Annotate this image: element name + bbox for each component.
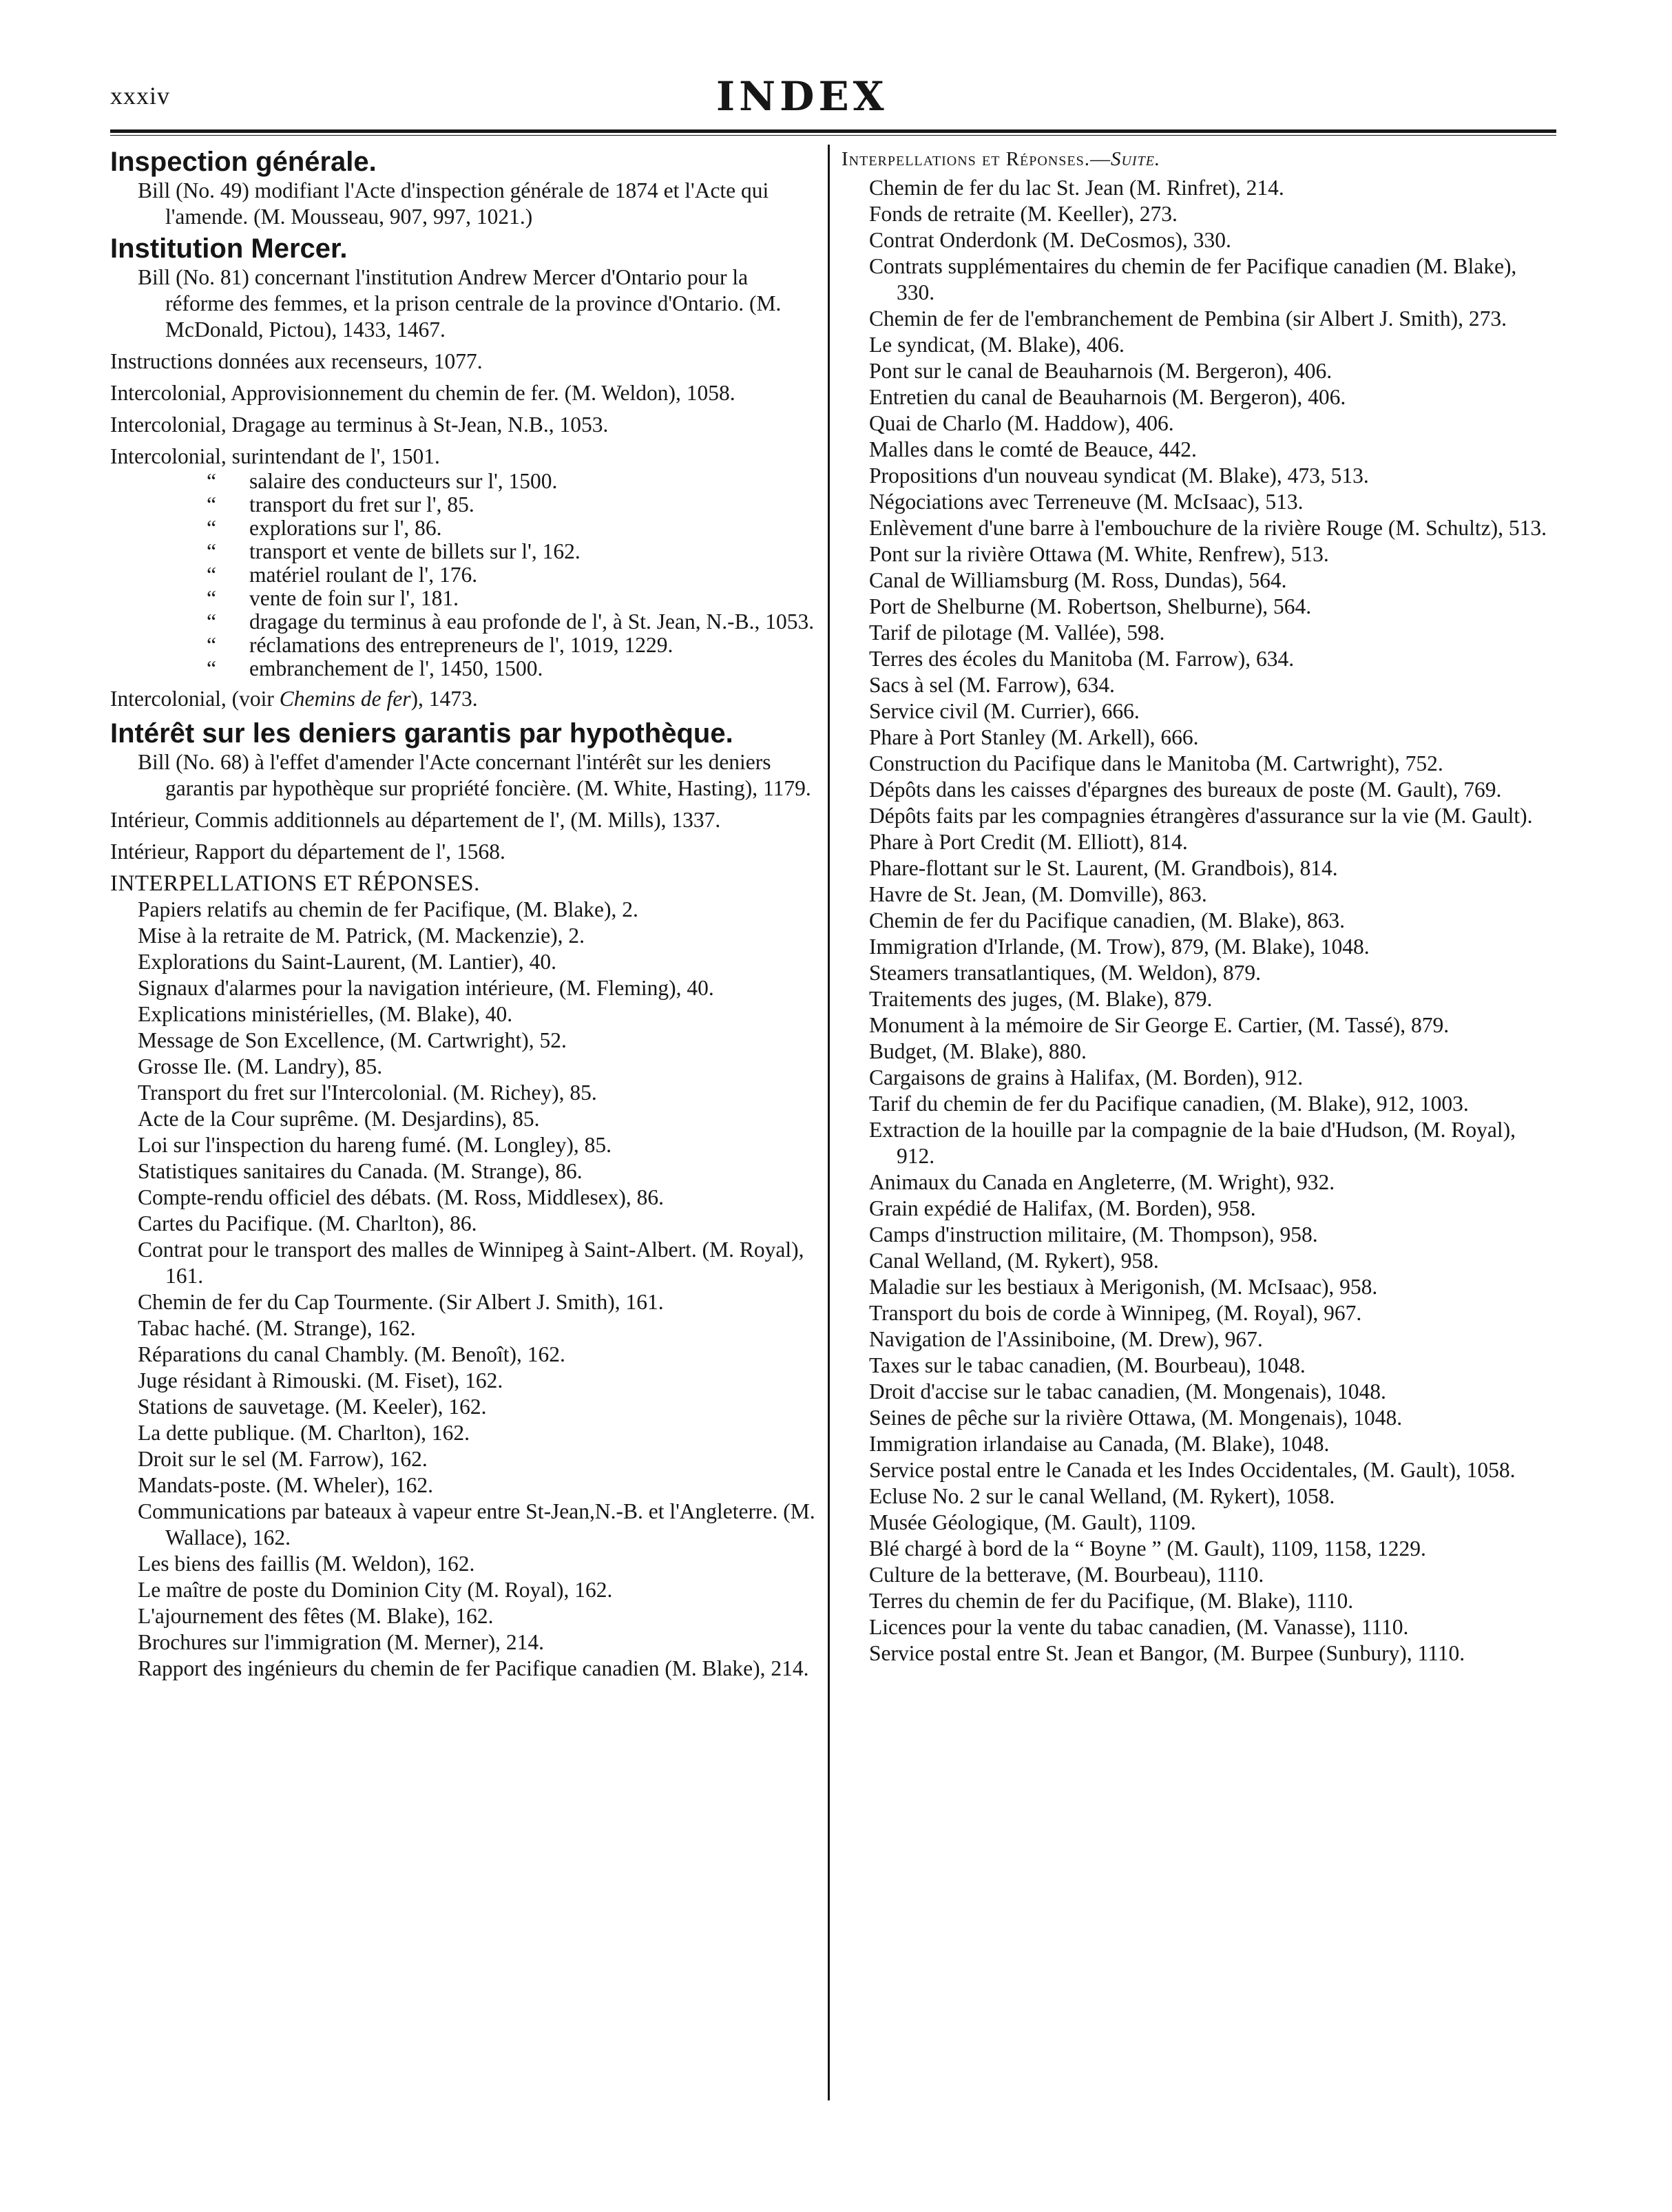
interpellation-item: Mandats-poste. (M. Wheler), 162. bbox=[138, 1473, 433, 1497]
entry-heading-inspection: Inspection générale. bbox=[110, 147, 377, 177]
ditto-entry bbox=[110, 587, 819, 610]
interpellation-item: Négociations avec Terreneuve (M. McIsaac), 513. bbox=[869, 490, 1304, 514]
voir-suffix: ), 1473. bbox=[410, 687, 478, 711]
ditto-mark: “ bbox=[207, 656, 216, 680]
voir-prefix: Intercolonial, (voir bbox=[110, 687, 280, 711]
ditto-text: salaire des conducteurs sur l', 1500. bbox=[249, 469, 558, 493]
column-divider bbox=[828, 145, 830, 2100]
interpellation-item: Propositions d'un nouveau syndicat (M. Blake), 473, 513. bbox=[869, 463, 1369, 488]
right-column bbox=[842, 146, 1555, 1667]
interpellation-item: Brochures sur l'immigration (M. Merner), 214. bbox=[138, 1630, 545, 1654]
index-entry: Intercolonial, Approvisionnement du chemin de fer. (M. Weldon), 1058. bbox=[110, 381, 735, 405]
interpellation-item: Le syndicat, (M. Blake), 406. bbox=[869, 333, 1125, 357]
interpellation-item: Entretien du canal de Beauharnois (M. Bergeron), 406. bbox=[869, 385, 1346, 409]
ditto-text: vente de foin sur l', 181. bbox=[249, 586, 459, 610]
left-column bbox=[110, 146, 819, 1682]
interpellation-item: Droit sur le sel (M. Farrow), 162. bbox=[138, 1447, 428, 1471]
interpellations-list-right bbox=[842, 175, 1555, 1667]
interpellation-item: Phare à Port Stanley (M. Arkell), 666. bbox=[869, 725, 1199, 749]
interpellation-item: Grosse Ile. (M. Landry), 85. bbox=[138, 1054, 383, 1078]
interpellations-heading: INTERPELLATIONS ET RÉPONSES. bbox=[110, 871, 480, 896]
interpellation-item: Les biens des faillis (M. Weldon), 162. bbox=[138, 1552, 475, 1576]
interpellation-item: Musée Géologique, (M. Gault), 1109. bbox=[869, 1510, 1196, 1534]
interieur-entries bbox=[110, 807, 819, 865]
interpellation-item: Le maître de poste du Dominion City (M. Royal), 162. bbox=[138, 1578, 613, 1602]
interpellation-item: Chemin de fer du Cap Tourmente. (Sir Albert J. Smith), 161. bbox=[138, 1290, 664, 1314]
interpellation-item: Pont sur la rivière Ottawa (M. White, Renfrew), 513. bbox=[869, 542, 1329, 566]
interpellation-item: Message de Son Excellence, (M. Cartwright), 52. bbox=[138, 1028, 567, 1052]
ditto-entry bbox=[110, 657, 819, 680]
ditto-entry bbox=[110, 470, 819, 493]
interpellation-item: Enlèvement d'une barre à l'embouchure de la rivière Rouge (M. Schultz), 513. bbox=[869, 516, 1547, 540]
ditto-entry bbox=[110, 563, 819, 587]
interpellation-item: Statistiques sanitaires du Canada. (M. Strange), 86. bbox=[138, 1159, 583, 1183]
entry-text-interet: Bill (No. 68) à l'effet d'amender l'Acte concernant l'intérêt sur les deniers garantis par hypothèque sur propriété foncière. (M. White, Hasting), 1179. bbox=[138, 750, 811, 800]
interpellation-item: Tarif de pilotage (M. Vallée), 598. bbox=[869, 620, 1165, 645]
interpellation-item: Transport du fret sur l'Intercolonial. (M. Richey), 85. bbox=[138, 1081, 597, 1105]
interpellation-item: Seines de pêche sur la rivière Ottawa, (M. Mongenais), 1048. bbox=[869, 1406, 1403, 1430]
interpellation-item: Signaux d'alarmes pour la navigation intérieure, (M. Fleming), 40. bbox=[138, 976, 714, 1000]
interpellation-item: Grain expédié de Halifax, (M. Borden), 958. bbox=[869, 1196, 1256, 1220]
interpellation-item: Chemin de fer du Pacifique canadien, (M. Blake), 863. bbox=[869, 908, 1346, 932]
index-entry: Intérieur, Rapport du département de l', 1568. bbox=[110, 839, 505, 864]
index-entry: Intérieur, Commis additionnels au département de l', (M. Mills), 1337. bbox=[110, 808, 721, 832]
interpellation-item: Cargaisons de grains à Halifax, (M. Borden), 912. bbox=[869, 1065, 1304, 1089]
ditto-mark: “ bbox=[207, 492, 216, 517]
ditto-entry bbox=[110, 540, 819, 563]
interpellation-item: Fonds de retraite (M. Keeller), 273. bbox=[869, 202, 1178, 226]
intercolonial-entries bbox=[110, 348, 819, 470]
entry-heading-mercer: Institution Mercer. bbox=[110, 233, 348, 264]
index-entry: Intercolonial, surintendant de l', 1501. bbox=[110, 444, 440, 468]
continued-header-label: Interpellations et Réponses.— bbox=[842, 148, 1111, 170]
interpellation-item: Service postal entre St. Jean et Bangor, (M. Burpee (Sunbury), 1110. bbox=[869, 1641, 1465, 1665]
interpellation-item: Explications ministérielles, (M. Blake), 40. bbox=[138, 1002, 513, 1026]
ditto-entry bbox=[110, 610, 819, 634]
interpellation-item: Rapport des ingénieurs du chemin de fer Pacifique canadien (M. Blake), 214. bbox=[138, 1656, 809, 1680]
page-number: xxxiv bbox=[110, 82, 171, 109]
interpellation-item: Port de Shelburne (M. Robertson, Shelburne), 564. bbox=[869, 594, 1312, 618]
interpellation-item: Havre de St. Jean, (M. Domville), 863. bbox=[869, 882, 1207, 906]
entry-text-inspection: Bill (No. 49) modifiant l'Acte d'inspection générale de 1874 et l'Acte qui l'amende. (M. Mousseau, 907, 997, 1021.) bbox=[138, 178, 769, 229]
interpellation-item: Chemin de fer de l'embranchement de Pembina (sir Albert J. Smith), 273. bbox=[869, 306, 1507, 331]
interpellations-list-left bbox=[110, 897, 819, 1682]
index-entry: Intercolonial, Dragage au terminus à St-Jean, N.B., 1053. bbox=[110, 413, 609, 437]
interpellation-item: Steamers transatlantiques, (M. Weldon), 879. bbox=[869, 961, 1262, 985]
ditto-text: explorations sur l', 86. bbox=[249, 516, 442, 540]
continued-suffix: Suite. bbox=[1110, 148, 1161, 170]
interpellation-item: Canal Welland, (M. Rykert), 958. bbox=[869, 1249, 1159, 1273]
interpellation-item: Chemin de fer du lac St. Jean (M. Rinfret), 214. bbox=[869, 176, 1284, 200]
ditto-mark: “ bbox=[207, 586, 216, 610]
interpellation-item: Droit d'accise sur le tabac canadien, (M. Mongenais), 1048. bbox=[869, 1379, 1386, 1404]
ditto-entry bbox=[110, 493, 819, 517]
interpellation-item: Contrat Onderdonk (M. DeCosmos), 330. bbox=[869, 228, 1231, 252]
interpellation-item: Ecluse No. 2 sur le canal Welland, (M. Rykert), 1058. bbox=[869, 1484, 1335, 1508]
page-title: INDEX bbox=[716, 73, 888, 120]
interpellation-item: Transport du bois de corde à Winnipeg, (M. Royal), 967. bbox=[869, 1301, 1362, 1325]
interpellation-item: Stations de sauvetage. (M. Keeler), 162. bbox=[138, 1395, 487, 1419]
interpellation-item: Immigration irlandaise au Canada, (M. Blake), 1048. bbox=[869, 1432, 1330, 1456]
entry-heading-interet: Intérêt sur les deniers garantis par hypothèque. bbox=[110, 718, 733, 749]
interpellation-item: Tarif du chemin de fer du Pacifique canadien, (M. Blake), 912, 1003. bbox=[869, 1092, 1469, 1116]
interpellation-item: Terres du chemin de fer du Pacifique, (M. Blake), 1110. bbox=[869, 1589, 1354, 1613]
interpellation-item: La dette publique. (M. Charlton), 162. bbox=[138, 1421, 470, 1445]
header-rule bbox=[110, 129, 1556, 133]
ditto-entry bbox=[110, 634, 819, 657]
entry-text-mercer: Bill (No. 81) concernant l'institution Andrew Mercer d'Ontario pour la réforme des femmes, et la prison centrale de la province d'Ontario. (M. McDonald, Pictou), 1433, 1467. bbox=[138, 265, 782, 342]
interpellation-item: Acte de la Cour suprême. (M. Desjardins), 85. bbox=[138, 1107, 540, 1131]
interpellation-item: Service postal entre le Canada et les Indes Occidentales, (M. Gault), 1058. bbox=[869, 1458, 1516, 1482]
interpellation-item: Phare-flottant sur le St. Laurent, (M. Grandbois), 814. bbox=[869, 856, 1338, 880]
interpellation-item: Contrats supplémentaires du chemin de fer Pacifique canadien (M. Blake), 330. bbox=[869, 254, 1517, 304]
interpellation-item: L'ajournement des fêtes (M. Blake), 162. bbox=[138, 1604, 494, 1628]
interpellation-item: Dépôts faits par les compagnies étrangères d'assurance sur la vie (M. Gault). bbox=[869, 804, 1533, 828]
interpellation-item: Immigration d'Irlande, (M. Trow), 879, (M. Blake), 1048. bbox=[869, 935, 1370, 959]
interpellation-item: Explorations du Saint-Laurent, (M. Lantier), 40. bbox=[138, 950, 556, 974]
interpellation-item: Compte-rendu officiel des débats. (M. Ross, Middlesex), 86. bbox=[138, 1185, 665, 1209]
interpellation-item: Mise à la retraite de M. Patrick, (M. Mackenzie), 2. bbox=[138, 924, 585, 948]
interpellation-item: Blé chargé à bord de la “ Boyne ” (M. Gault), 1109, 1158, 1229. bbox=[869, 1536, 1426, 1561]
interpellation-item: Sacs à sel (M. Farrow), 634. bbox=[869, 673, 1115, 697]
interpellation-item: Maladie sur les bestiaux à Merigonish, (M. McIsaac), 958. bbox=[869, 1275, 1378, 1299]
interpellation-item: Taxes sur le tabac canadien, (M. Bourbeau), 1048. bbox=[869, 1353, 1306, 1377]
interpellation-item: Service civil (M. Currier), 666. bbox=[869, 699, 1140, 723]
interpellation-item: Canal de Williamsburg (M. Ross, Dundas), 564. bbox=[869, 568, 1287, 592]
ditto-text: dragage du terminus à eau profonde de l', à St. Jean, N.-B., 1053. bbox=[249, 609, 815, 634]
interpellation-item: Culture de la betterave, (M. Bourbeau), 1110. bbox=[869, 1563, 1264, 1587]
interpellation-item: Cartes du Pacifique. (M. Charlton), 86. bbox=[138, 1211, 477, 1235]
ditto-mark: “ bbox=[207, 539, 216, 563]
interpellation-item: Construction du Pacifique dans le Manitoba (M. Cartwright), 752. bbox=[869, 751, 1443, 775]
interpellation-item: Licences pour la vente du tabac canadien, (M. Vanasse), 1110. bbox=[869, 1615, 1409, 1639]
interpellation-item: Contrat pour le transport des malles de Winnipeg à Saint-Albert. (M. Royal), 161. bbox=[138, 1238, 804, 1288]
interpellation-item: Papiers relatifs au chemin de fer Pacifique, (M. Blake), 2. bbox=[138, 897, 638, 921]
index-entry: Instructions données aux recenseurs, 1077. bbox=[110, 349, 483, 373]
ditto-mark: “ bbox=[207, 633, 216, 657]
interpellation-item: Communications par bateaux à vapeur entre St-Jean,N.-B. et l'Angleterre. (M. Wallace), 162. bbox=[138, 1499, 815, 1550]
ditto-text: réclamations des entrepreneurs de l', 1019, 1229. bbox=[249, 633, 673, 657]
interpellation-item: Malles dans le comté de Beauce, 442. bbox=[869, 437, 1197, 461]
interpellation-item: Terres des écoles du Manitoba (M. Farrow), 634. bbox=[869, 647, 1295, 671]
interpellation-item: Pont sur le canal de Beauharnois (M. Bergeron), 406. bbox=[869, 359, 1333, 383]
interpellation-item: Loi sur l'inspection du hareng fumé. (M. Longley), 85. bbox=[138, 1133, 612, 1157]
voir-reference: Chemins de fer bbox=[279, 687, 411, 711]
ditto-mark: “ bbox=[207, 563, 216, 587]
interpellation-item: Navigation de l'Assiniboine, (M. Drew), 967. bbox=[869, 1327, 1263, 1351]
ditto-mark: “ bbox=[207, 609, 216, 634]
ditto-text: embranchement de l', 1450, 1500. bbox=[249, 656, 543, 680]
ditto-text: transport et vente de billets sur l', 162. bbox=[249, 539, 581, 563]
intercolonial-ditto-list bbox=[110, 470, 819, 680]
interpellation-item: Budget, (M. Blake), 880. bbox=[869, 1039, 1087, 1063]
ditto-text: transport du fret sur l', 85. bbox=[249, 492, 474, 517]
index-entry-voir bbox=[110, 686, 819, 712]
interpellation-item: Juge résidant à Rimouski. (M. Fiset), 162. bbox=[138, 1368, 503, 1392]
interpellation-item: Monument à la mémoire de Sir George E. Cartier, (M. Tassé), 879. bbox=[869, 1013, 1450, 1037]
interpellation-item: Animaux du Canada en Angleterre, (M. Wright), 932. bbox=[869, 1170, 1335, 1194]
ditto-text: matériel roulant de l', 176. bbox=[249, 563, 478, 587]
interpellation-item: Réparations du canal Chambly. (M. Benoît), 162. bbox=[138, 1342, 565, 1366]
interpellation-item: Tabac haché. (M. Strange), 162. bbox=[138, 1316, 416, 1340]
ditto-mark: “ bbox=[207, 469, 216, 493]
ditto-entry bbox=[110, 517, 819, 540]
continued-header bbox=[842, 146, 1555, 172]
interpellation-item: Quai de Charlo (M. Haddow), 406. bbox=[869, 411, 1174, 435]
interpellation-item: Phare à Port Credit (M. Elliott), 814. bbox=[869, 830, 1188, 854]
ditto-mark: “ bbox=[207, 516, 216, 540]
interpellation-item: Dépôts dans les caisses d'épargnes des bureaux de poste (M. Gault), 769. bbox=[869, 778, 1502, 802]
interpellation-item: Extraction de la houille par la compagnie de la baie d'Hudson, (M. Royal), 912. bbox=[869, 1118, 1516, 1168]
header-rule-thin bbox=[110, 135, 1556, 136]
interpellation-item: Traitements des juges, (M. Blake), 879. bbox=[869, 987, 1213, 1011]
interpellation-item: Camps d'instruction militaire, (M. Thompson), 958. bbox=[869, 1222, 1318, 1246]
